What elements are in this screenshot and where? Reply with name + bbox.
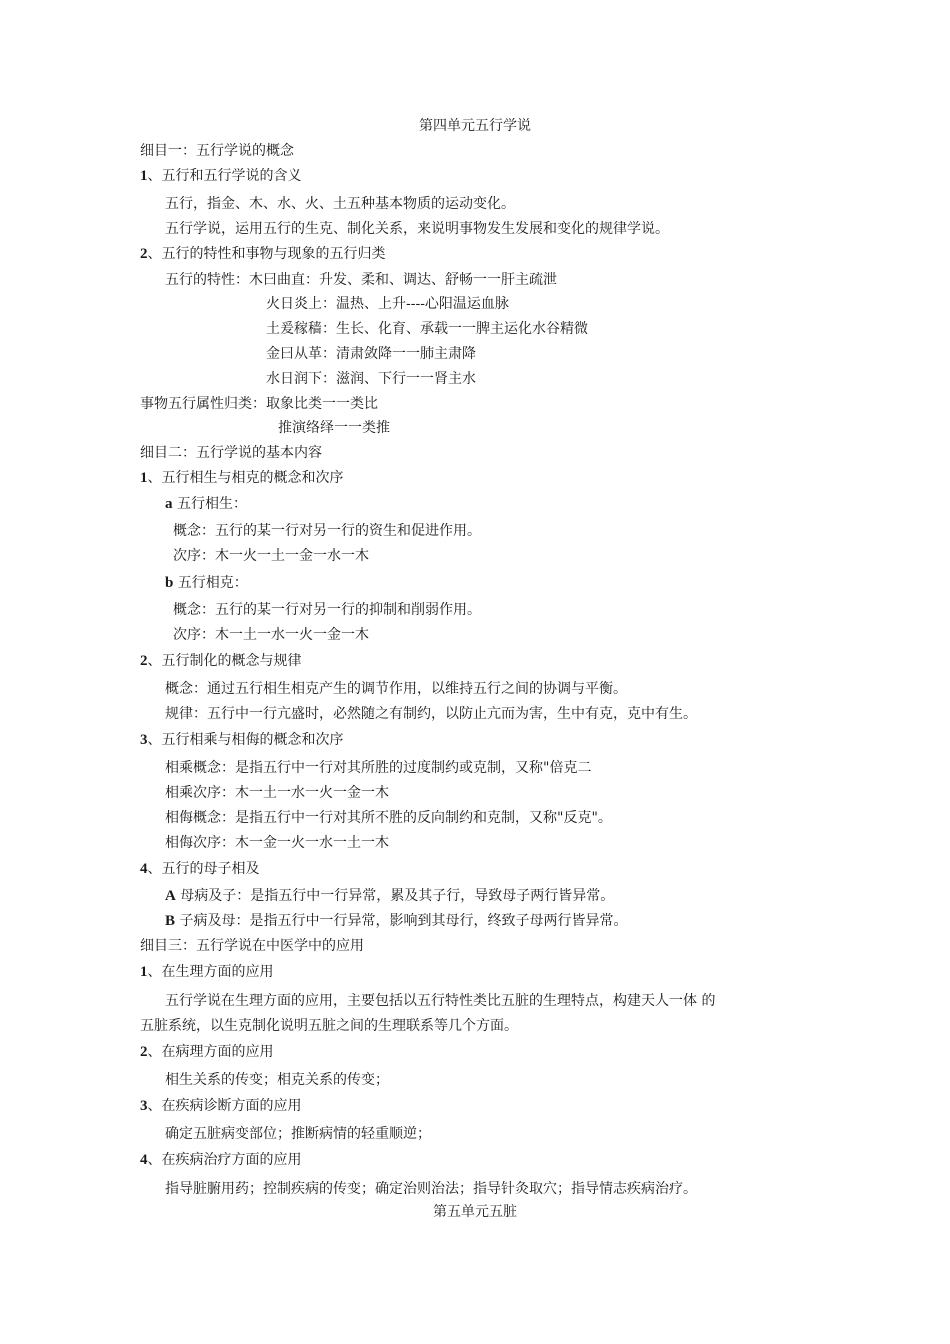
item-heading xyxy=(140,468,344,488)
sub-item-text: 母病及子：是指五行中一行异常，累及其子行，导致母子两行皆异常。 xyxy=(180,888,615,904)
classification-line: 推演络绎一一类推 xyxy=(278,420,390,436)
item-title: 、五行相生与相克的概念和次序 xyxy=(147,470,344,486)
item-title: 、在疾病诊断方面的应用 xyxy=(147,1098,302,1114)
sub-item-mark: B xyxy=(165,913,176,929)
paragraph: 相生关系的传变；相克关系的传变； xyxy=(165,1072,389,1088)
paragraph: 次序：木一火一土一金一水一木 xyxy=(173,548,369,564)
section-heading-2: 细目二：五行学说的基本内容 xyxy=(140,445,322,461)
trait-line: 火日炎上：温热、上升----心阳温运血脉 xyxy=(266,296,509,312)
paragraph: 概念：五行的某一行对另一行的抑制和削弱作用。 xyxy=(173,602,481,618)
paragraph: 五脏系统，以生克制化说明五脏之间的生理联系等几个方面。 xyxy=(140,1018,518,1034)
paragraph: 概念：通过五行相生相克产生的调节作用，以维持五行之间的协调与平衡。 xyxy=(165,681,627,697)
item-heading xyxy=(140,166,302,186)
item-title: 、在病理方面的应用 xyxy=(147,1044,274,1060)
section-heading-1: 细目一：五行学说的概念 xyxy=(140,143,294,159)
item-title: 、在疾病治疗方面的应用 xyxy=(147,1152,302,1168)
sub-item-mark: b xyxy=(165,575,174,591)
item-title: 、五行的母子相及 xyxy=(147,861,260,877)
item-number: 2 xyxy=(140,246,148,262)
sub-item-title: 五行相生： xyxy=(176,496,247,512)
trait-line: 金曰从革：清肃敛降一一肺主肃降 xyxy=(266,346,476,362)
sub-item-title: 五行相克： xyxy=(177,575,248,591)
item-heading xyxy=(140,244,386,264)
paragraph: 相侮概念：是指五行中一行对其所不胜的反向制约和克制，又称"反克"。 xyxy=(165,810,612,826)
paragraph: 概念：五行的某一行对另一行的资生和促进作用。 xyxy=(173,523,481,539)
next-unit-title: 第五单元五脏 xyxy=(433,1204,517,1220)
paragraph: 五行学说在生理方面的应用，主要包括以五行特性类比五脏的生理特点，构建天人一体 的 xyxy=(165,993,716,1009)
trait-line: 水日润下：滋润、下行一一肾主水 xyxy=(266,371,476,387)
item-number: 1 xyxy=(140,964,148,980)
item-heading xyxy=(140,1042,274,1062)
sub-item xyxy=(165,886,614,906)
item-number: 3 xyxy=(140,1098,148,1114)
paragraph: 规律：五行中一行亢盛时，必然随之有制约，以防止亢而为害，生中有克，克中有生。 xyxy=(165,706,697,722)
sub-item-heading xyxy=(165,494,247,514)
item-number: 1 xyxy=(140,470,148,486)
sub-item-mark: A xyxy=(165,888,176,904)
item-number: 2 xyxy=(140,1044,148,1060)
paragraph: 次序：木一土一水一火一金一木 xyxy=(173,627,369,643)
item-heading xyxy=(140,1150,302,1170)
item-heading xyxy=(140,1096,302,1116)
item-title: 、五行的特性和事物与现象的五行归类 xyxy=(147,246,386,262)
item-heading xyxy=(140,651,302,671)
item-heading xyxy=(140,962,274,982)
paragraph: 相乘概念：是指五行中一行对其所胜的过度制约或克制，又称"倍克二 xyxy=(165,760,592,776)
sub-item-heading xyxy=(165,573,248,593)
paragraph: 相侮次序：木一金一火一水一土一木 xyxy=(165,835,389,851)
paragraph: 五行学说，运用五行的生克、制化关系，来说明事物发生发展和变化的规律学说。 xyxy=(165,221,669,237)
item-number: 3 xyxy=(140,732,148,748)
item-number: 4 xyxy=(140,1152,148,1168)
paragraph: 五行，指金、木、水、火、土五种基本物质的运动变化。 xyxy=(165,196,515,212)
unit-title: 第四单元五行学说 xyxy=(419,118,531,134)
item-title: 、在生理方面的应用 xyxy=(147,964,274,980)
paragraph: 确定五脏病变部位；推断病情的轻重顺逆； xyxy=(165,1126,431,1142)
item-heading xyxy=(140,859,260,879)
trait-line: 五行的特性：木曰曲直：升发、柔和、调达、舒畅一一肝主疏泄 xyxy=(165,272,557,288)
item-title: 、五行相乘与相侮的概念和次序 xyxy=(147,732,344,748)
paragraph: 指导脏腑用药；控制疾病的传变；确定治则治法；指导针灸取穴；指导情志疾病治疗。 xyxy=(165,1181,697,1197)
item-number: 1 xyxy=(140,168,148,184)
item-number: 4 xyxy=(140,861,148,877)
paragraph: 相乘次序：木一土一水一火一金一木 xyxy=(165,785,389,801)
trait-line: 土爰稼穑：生长、化育、承载一一脾主运化水谷精微 xyxy=(266,321,588,337)
item-title: 、五行制化的概念与规律 xyxy=(147,653,302,669)
item-number: 2 xyxy=(140,653,148,669)
section-heading-3: 细目三：五行学说在中医学中的应用 xyxy=(140,938,364,954)
sub-item xyxy=(165,911,627,931)
sub-item-text: 子病及母：是指五行中一行异常，影响到其母行，终致子母两行皆异常。 xyxy=(179,913,628,929)
item-title: 、五行和五行学说的含义 xyxy=(147,168,302,184)
classification-line: 事物五行属性归类：取象比类一一类比 xyxy=(140,396,378,412)
item-heading xyxy=(140,730,344,750)
sub-item-mark: a xyxy=(165,496,173,512)
